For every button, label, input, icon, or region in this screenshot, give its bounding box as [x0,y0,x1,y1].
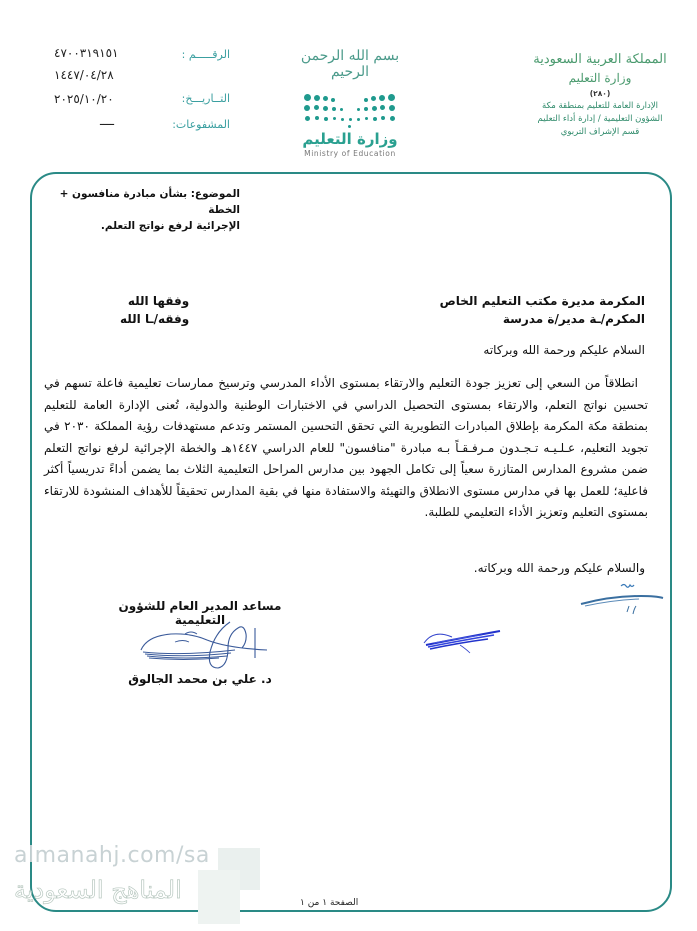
department-code: (٢٨٠) [589,89,611,98]
addressee-blessings [120,292,189,328]
initials-signature-icon [573,582,668,622]
watermark-arabic: المناهج السعودية [14,876,182,904]
subject-line: الإجرائية لرفع نواتج التعلم. [100,220,240,232]
addressees [440,292,645,328]
date-label: التــاريـــخ: [181,92,230,105]
blessing-line: وفقها الله [127,294,190,308]
ministry-logo [290,48,410,163]
letter-frame [30,172,672,912]
issuing-authority [510,52,690,137]
watermark-block [198,870,240,924]
addressee-line: المكرم/ـة مدير/ة مدرسة [502,312,645,326]
kingdom-title: المملكة العربية السعودية [533,52,667,67]
greeting: السلام عليكم ورحمة الله وبركاته [483,343,645,357]
ministry-name-en: Ministry of Education [304,149,396,158]
department-line: الإدارة العامة للتعليم بمنطقة مكة [541,101,659,111]
attachments-value: ــــ [100,114,115,128]
addressee-line: المكرمة مديرة مكتب التعليم الخاص [439,294,645,308]
letter-body: انطلاقاً من السعي إلى تعزيز جودة التعليم والارتقاء بمستوى الأداء المدرسي وترسيخ ممارسات تعليمية فاعلة تسهم في تحسين نواتج التعلم، والارتقاء بمستوى التحصيل الدراسي في الاختبارات الوطنية والدولية، تُعنى الإدارة العامة للتعليم بمنطقة مكة المكرمة بإطلاق المبادرات التطويرية التي تحقق التحسين المستمر وتدعم مستهدفات رؤية المملكة ٢٠٣٠ في تجويد التعليم، عـلـيـه تـجـدون مـرفـقـاً بـه مبادرة "منافسون" للعام الدراسي ١٤٤٧هـ والخطة الإجرائية لرفع نواتج التعلم ضمن مشروع المدارس المتازرة سعياً إلى تكامل الجهود بين مدارس المراحل التعليمية الثلاث بما يضمن أداءً تدريسياً أكثر فاعلية؛ للعمل بها في مدارس مستوى الانطلاق والتهيئة والاستفادة منها في بقية المدارس تحقيقاً للأهداف المنشودة للارتقاء بمستوى التعليم وتعزيز الأداء التعليمي للطلبة. [44,376,649,519]
watermark-url: almanahj.com/sa [14,843,210,868]
number-value: ٤٧٠٠٣١٩١٥١ [54,46,119,60]
director-signature-icon [135,618,270,673]
stamp-signature-icon [420,625,505,655]
number-label: الرقـــــم : [181,48,230,61]
reference-meta [40,40,240,140]
closing: والسلام عليكم ورحمة الله وبركاته. [473,561,645,575]
ministry-dots-icon [304,94,396,128]
department-line: قسم الإشراف التربوي [560,127,640,137]
signatory-title: مساعد المدير العام للشؤون التعليمية [118,599,282,627]
attachments-label: المشفوعات: [172,118,230,131]
ministry-name-ar: وزارة التعليم [302,130,398,148]
subject-line: الموضوع: بشأن مبادرة منافسون + الخطة [59,188,240,216]
page-number: الصفحة ١ من ١ [300,898,359,908]
subject [40,186,240,234]
blessing-line: وفقه/ـا الله [120,312,190,326]
basmala: بسم الله الرحمن الرحيم [300,48,400,80]
signatory-name: د. علي بن محمد الجالوق [128,672,272,686]
date-gregorian: ٢٠٢٥/١٠/٢٠ [54,92,114,106]
department-line: الشؤون التعليمية / إدارة أداء التعليم [537,114,663,124]
date-hijri: ١٤٤٧/٠٤/٢٨ [54,68,114,82]
ministry-title: وزارة التعليم [568,71,632,85]
